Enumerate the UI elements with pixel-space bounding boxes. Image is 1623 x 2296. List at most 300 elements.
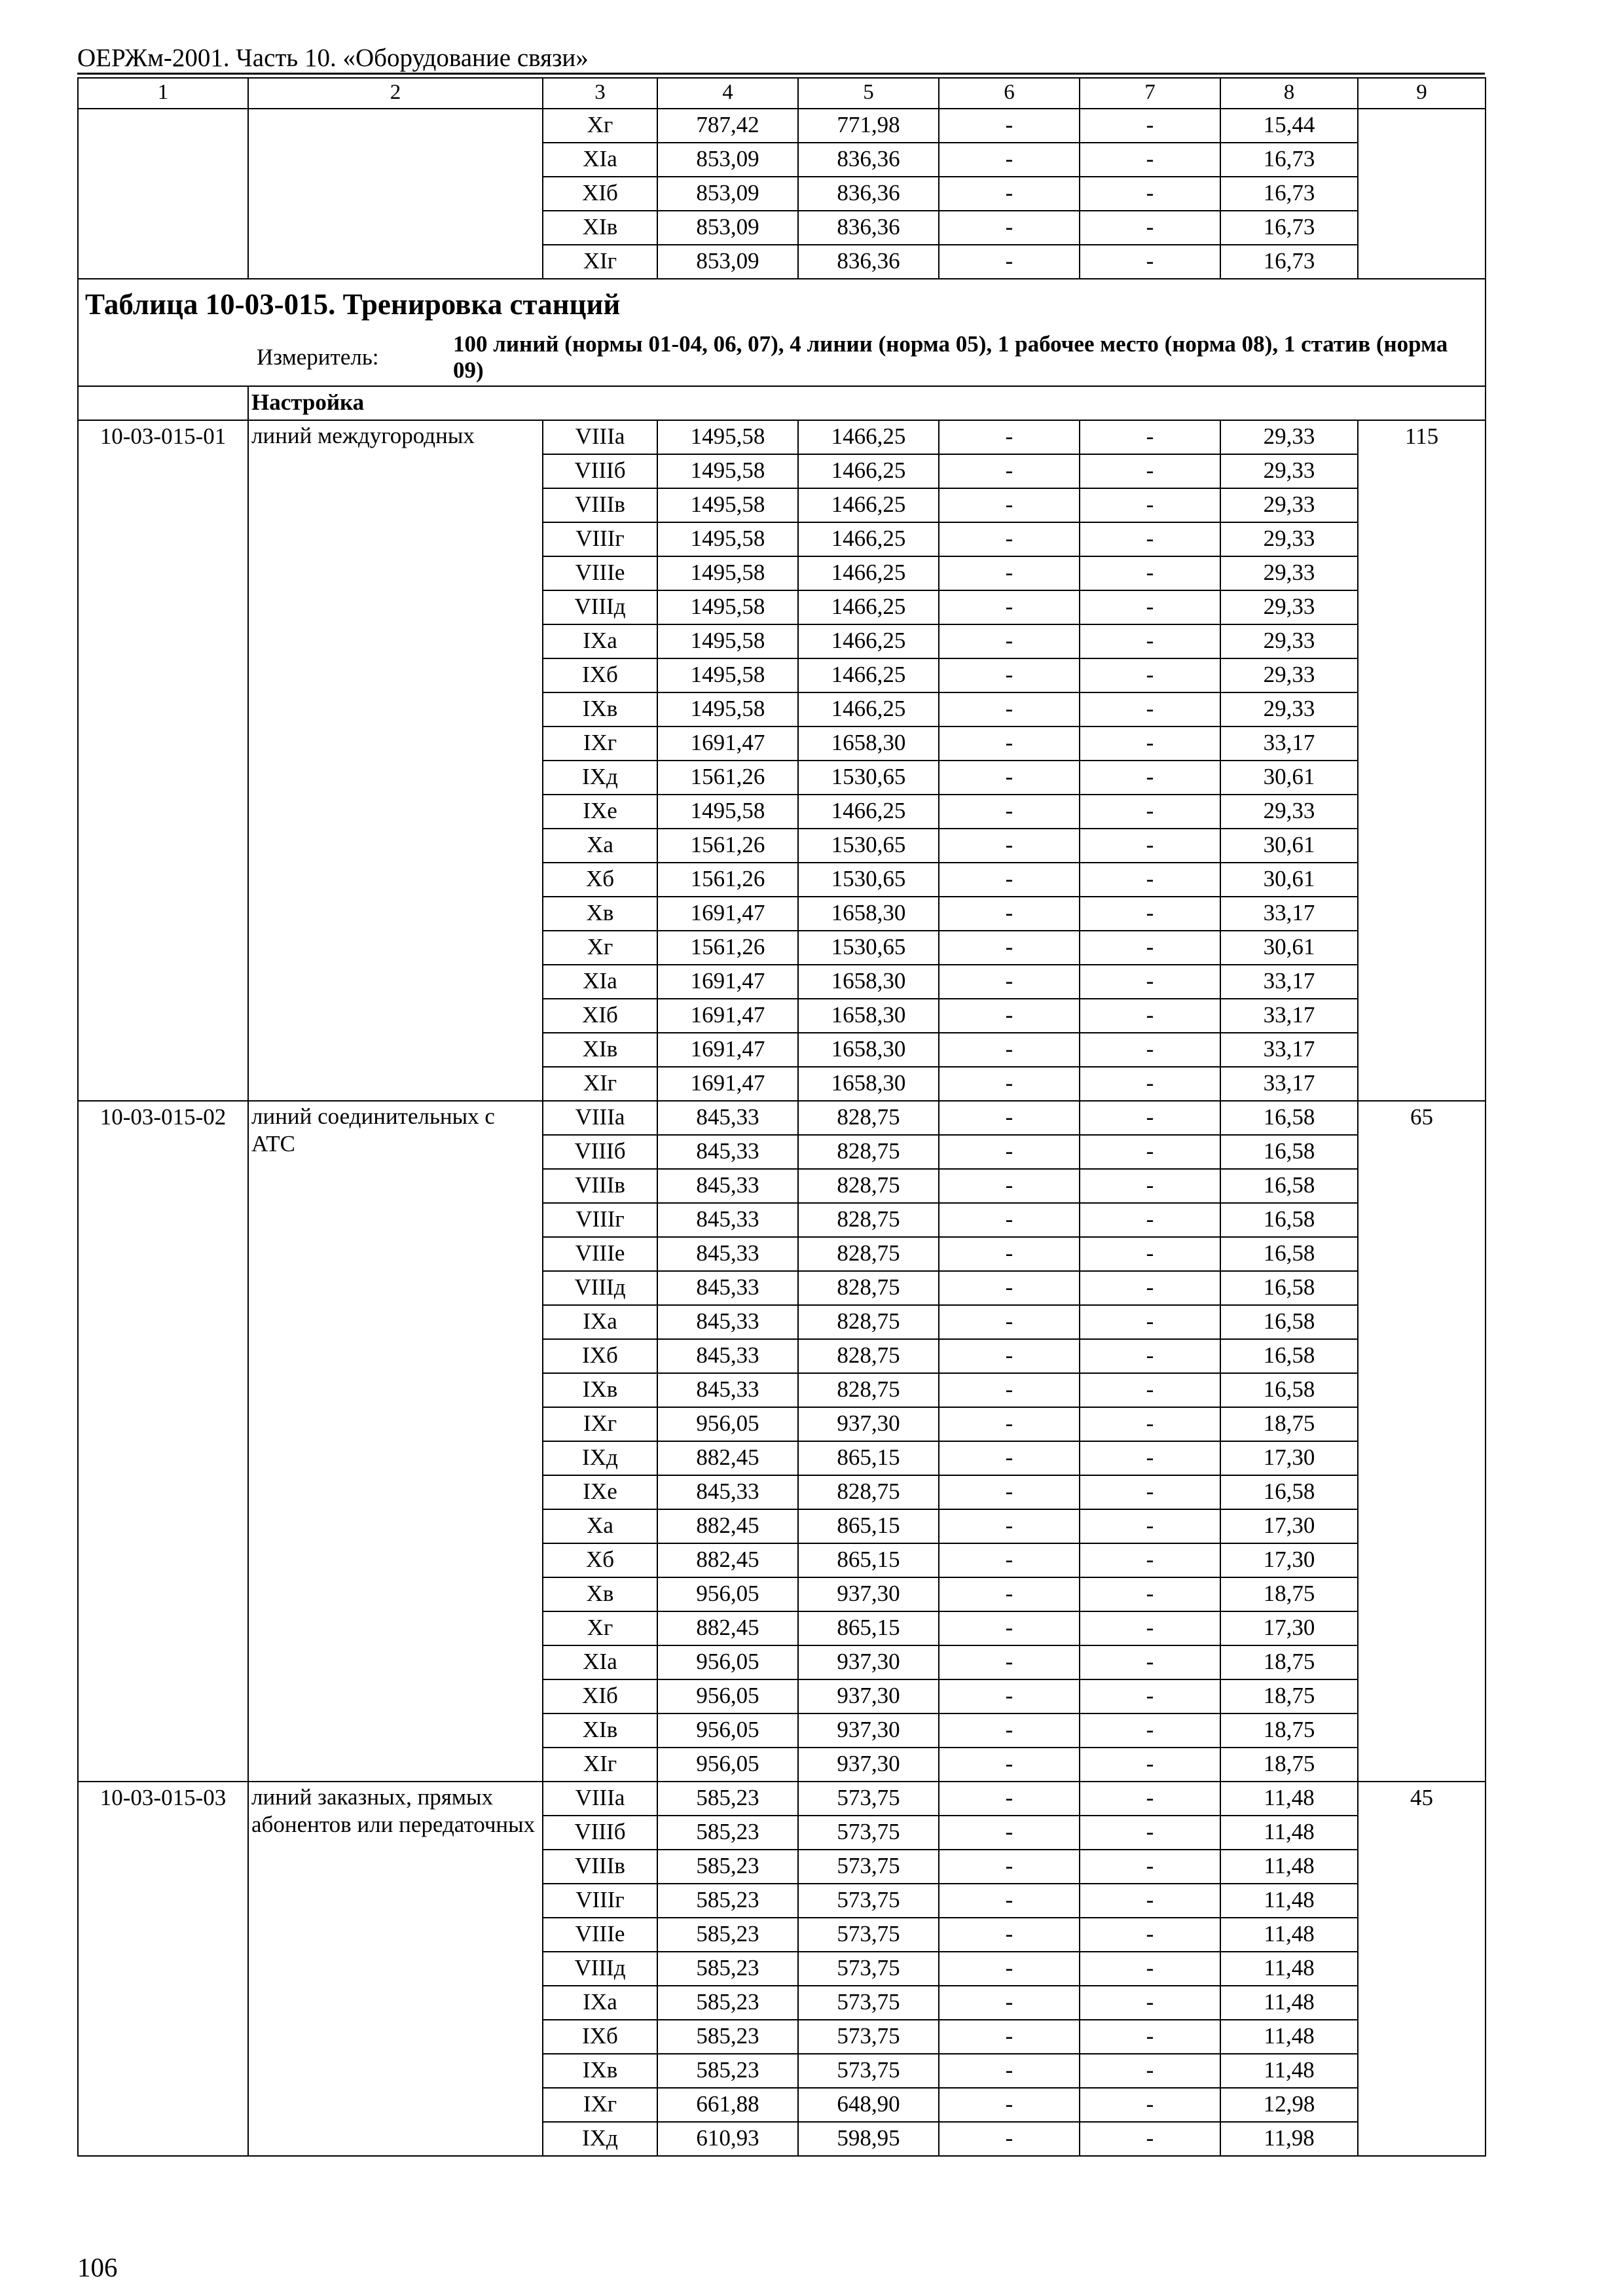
value-cell: 956,05 (657, 1577, 798, 1611)
norm-description: линий заказных, прямых абонентов или передаточных (248, 1782, 543, 2156)
value-cell: 1530,65 (798, 863, 939, 897)
value-cell: - (939, 658, 1080, 692)
value-cell: 1561,26 (657, 829, 798, 863)
value-cell: IXа (543, 1305, 657, 1339)
column-number: 1 (78, 78, 248, 109)
column-number: 5 (798, 78, 939, 109)
value-cell: IXг (543, 2088, 657, 2122)
value-cell: IXв (543, 1373, 657, 1407)
value-cell: - (939, 1850, 1080, 1884)
value-cell: 17,30 (1220, 1441, 1358, 1475)
value-cell: - (939, 1645, 1080, 1679)
value-cell: 573,75 (798, 1850, 939, 1884)
value-cell: - (1080, 1952, 1220, 1986)
value-cell: 16,73 (1220, 143, 1358, 177)
value-cell: - (939, 692, 1080, 726)
value-cell: 845,33 (657, 1305, 798, 1339)
value-cell: 937,30 (798, 1748, 939, 1782)
value-cell: - (1080, 1373, 1220, 1407)
code-cell (78, 109, 248, 279)
column-number: 3 (543, 78, 657, 109)
value-cell: - (939, 245, 1080, 279)
value-cell: 1495,58 (657, 624, 798, 658)
value-cell: 1495,58 (657, 454, 798, 488)
value-cell: VIIIе (543, 1237, 657, 1271)
value-cell: 30,61 (1220, 761, 1358, 795)
value-cell: Xв (543, 897, 657, 931)
value-cell: 1658,30 (798, 897, 939, 931)
value-cell: 1466,25 (798, 692, 939, 726)
value-cell: 937,30 (798, 1407, 939, 1441)
value-cell: 1658,30 (798, 726, 939, 761)
value-cell: 11,48 (1220, 2020, 1358, 2054)
value-cell: - (1080, 109, 1220, 143)
norm-code: 10-03-015-02 (78, 1101, 248, 1782)
value-cell: 16,58 (1220, 1135, 1358, 1169)
value-cell: 1495,58 (657, 488, 798, 522)
value-cell: VIIIг (543, 1884, 657, 1918)
table-row (78, 1101, 1486, 1135)
value-cell: - (1080, 1850, 1220, 1884)
value-cell: - (939, 1339, 1080, 1373)
table-row (78, 420, 1486, 454)
value-cell: IXе (543, 795, 657, 829)
value-cell: 845,33 (657, 1373, 798, 1407)
value-cell: - (939, 1101, 1080, 1135)
value-cell: 1466,25 (798, 624, 939, 658)
value-cell: - (939, 556, 1080, 590)
page-header: ОЕРЖм-2001. Часть 10. «Оборудование связи» (77, 43, 1485, 75)
value-cell: 771,98 (798, 109, 939, 143)
value-cell: XIб (543, 999, 657, 1033)
value-cell: - (1080, 1679, 1220, 1713)
value-cell: VIIIа (543, 1782, 657, 1816)
value-cell: IXв (543, 2054, 657, 2088)
value-cell: 598,95 (798, 2122, 939, 2156)
value-cell: - (1080, 2088, 1220, 2122)
value-cell: 16,58 (1220, 1169, 1358, 1203)
value-cell: - (939, 897, 1080, 931)
value-cell: 16,73 (1220, 211, 1358, 245)
value-cell: - (939, 1033, 1080, 1067)
value-cell: Xа (543, 829, 657, 863)
value-cell: - (1080, 1713, 1220, 1748)
value-cell: - (939, 1373, 1080, 1407)
value-cell: - (1080, 2020, 1220, 2054)
value-cell: VIIIв (543, 1850, 657, 1884)
value-cell: 33,17 (1220, 897, 1358, 931)
value-cell: - (1080, 1884, 1220, 1918)
value-cell: - (1080, 1918, 1220, 1952)
value-cell: 853,09 (657, 211, 798, 245)
value-cell: 1466,25 (798, 454, 939, 488)
value-cell: VIIIв (543, 488, 657, 522)
value-cell: 573,75 (798, 2054, 939, 2088)
value-cell: - (1080, 1203, 1220, 1237)
value-cell: - (1080, 1441, 1220, 1475)
value-cell: 1466,25 (798, 556, 939, 590)
value-cell: - (939, 522, 1080, 556)
value-cell: 12,98 (1220, 2088, 1358, 2122)
value-cell: IXа (543, 1986, 657, 2020)
value-cell: - (1080, 829, 1220, 863)
value-cell: - (939, 420, 1080, 454)
value-cell: 1691,47 (657, 965, 798, 999)
value-cell: 30,61 (1220, 863, 1358, 897)
value-cell: 573,75 (798, 1952, 939, 1986)
value-cell: - (939, 2054, 1080, 2088)
value-cell: 33,17 (1220, 1033, 1358, 1067)
value-cell: Xг (543, 1611, 657, 1645)
value-cell: Xб (543, 1543, 657, 1577)
value-cell: 828,75 (798, 1271, 939, 1305)
value-cell: 29,33 (1220, 795, 1358, 829)
value-cell: - (939, 863, 1080, 897)
value-cell: 845,33 (657, 1237, 798, 1271)
value-cell: 865,15 (798, 1611, 939, 1645)
value-cell: 585,23 (657, 1986, 798, 2020)
value-cell: Xб (543, 863, 657, 897)
value-cell: - (1080, 863, 1220, 897)
value-cell: - (939, 143, 1080, 177)
value-cell: 882,45 (657, 1543, 798, 1577)
value-cell: XIг (543, 1067, 657, 1101)
value-cell: - (939, 1067, 1080, 1101)
value-cell: 16,58 (1220, 1237, 1358, 1271)
value-cell: VIIIд (543, 1271, 657, 1305)
workers-cell: 65 (1358, 1101, 1486, 1782)
value-cell: 18,75 (1220, 1713, 1358, 1748)
value-cell: 16,58 (1220, 1101, 1358, 1135)
value-cell: 1691,47 (657, 897, 798, 931)
value-cell: 11,48 (1220, 2054, 1358, 2088)
value-cell: 573,75 (798, 1884, 939, 1918)
value-cell: 1466,25 (798, 590, 939, 624)
value-cell: 16,73 (1220, 177, 1358, 211)
value-cell: 937,30 (798, 1713, 939, 1748)
column-number: 2 (248, 78, 543, 109)
value-cell: 29,33 (1220, 488, 1358, 522)
value-cell: - (1080, 1543, 1220, 1577)
norm-code: 10-03-015-03 (78, 1782, 248, 2156)
value-cell: XIв (543, 211, 657, 245)
value-cell: 585,23 (657, 1850, 798, 1884)
value-cell: - (1080, 1645, 1220, 1679)
value-cell: 1466,25 (798, 795, 939, 829)
value-cell: - (1080, 1407, 1220, 1441)
value-cell: Xа (543, 1509, 657, 1543)
value-cell: - (939, 965, 1080, 999)
table-title: Таблица 10-03-015. Тренировка станций (78, 279, 1486, 329)
value-cell: 33,17 (1220, 999, 1358, 1033)
value-cell: - (1080, 454, 1220, 488)
value-cell: VIIIд (543, 590, 657, 624)
value-cell: 853,09 (657, 143, 798, 177)
value-cell: 573,75 (798, 1816, 939, 1850)
value-cell: 29,33 (1220, 556, 1358, 590)
value-cell: 11,48 (1220, 1884, 1358, 1918)
value-cell: 828,75 (798, 1373, 939, 1407)
value-cell: 836,36 (798, 245, 939, 279)
value-cell: 937,30 (798, 1645, 939, 1679)
value-cell: - (939, 2020, 1080, 2054)
value-cell: IXг (543, 1407, 657, 1441)
value-cell: 18,75 (1220, 1407, 1358, 1441)
value-cell: - (939, 1611, 1080, 1645)
value-cell: 787,42 (657, 109, 798, 143)
value-cell: XIб (543, 177, 657, 211)
description-cell (248, 109, 543, 279)
value-cell: 1658,30 (798, 965, 939, 999)
value-cell: 882,45 (657, 1441, 798, 1475)
value-cell: 17,30 (1220, 1509, 1358, 1543)
table-row (78, 109, 1486, 143)
value-cell: - (939, 999, 1080, 1033)
value-cell: - (1080, 590, 1220, 624)
value-cell: - (1080, 1475, 1220, 1509)
value-cell: 1530,65 (798, 829, 939, 863)
value-cell: XIв (543, 1033, 657, 1067)
value-cell: 836,36 (798, 177, 939, 211)
value-cell: 937,30 (798, 1679, 939, 1713)
value-cell: 1561,26 (657, 931, 798, 965)
column-number: 7 (1080, 78, 1220, 109)
value-cell: - (1080, 1101, 1220, 1135)
value-cell: 956,05 (657, 1748, 798, 1782)
value-cell: 1495,58 (657, 420, 798, 454)
value-cell: - (939, 1237, 1080, 1271)
column-number: 9 (1358, 78, 1486, 109)
value-cell: 29,33 (1220, 590, 1358, 624)
value-cell: - (939, 829, 1080, 863)
value-cell: 828,75 (798, 1169, 939, 1203)
value-cell: 585,23 (657, 2020, 798, 2054)
value-cell: - (1080, 245, 1220, 279)
value-cell: - (939, 2088, 1080, 2122)
value-cell: 573,75 (798, 1782, 939, 1816)
value-cell: 828,75 (798, 1339, 939, 1373)
value-cell: - (939, 1543, 1080, 1577)
value-cell: - (939, 1169, 1080, 1203)
value-cell: 30,61 (1220, 829, 1358, 863)
value-cell: 828,75 (798, 1305, 939, 1339)
value-cell: 585,23 (657, 2054, 798, 2088)
value-cell: VIIIг (543, 522, 657, 556)
value-cell: - (939, 1918, 1080, 1952)
value-cell: 11,48 (1220, 1850, 1358, 1884)
value-cell: - (1080, 1986, 1220, 2020)
value-cell: - (1080, 211, 1220, 245)
value-cell: - (1080, 1339, 1220, 1373)
value-cell: - (1080, 1237, 1220, 1271)
value-cell: - (1080, 1611, 1220, 1645)
value-cell: 18,75 (1220, 1645, 1358, 1679)
value-cell: 16,58 (1220, 1305, 1358, 1339)
value-cell: IXб (543, 2020, 657, 2054)
value-cell: 1495,58 (657, 522, 798, 556)
measure-row (78, 329, 1486, 386)
value-cell: 1691,47 (657, 999, 798, 1033)
value-cell: - (939, 1816, 1080, 1850)
value-cell: XIг (543, 1748, 657, 1782)
value-cell: - (1080, 1135, 1220, 1169)
value-cell: 16,58 (1220, 1339, 1358, 1373)
value-cell: 11,48 (1220, 1986, 1358, 2020)
value-cell: 882,45 (657, 1509, 798, 1543)
value-cell: 1530,65 (798, 931, 939, 965)
table-title-row (78, 279, 1486, 329)
value-cell: 15,44 (1220, 109, 1358, 143)
value-cell: - (939, 1135, 1080, 1169)
value-cell: - (1080, 556, 1220, 590)
value-cell: - (1080, 2122, 1220, 2156)
value-cell: 11,48 (1220, 1952, 1358, 1986)
value-cell: 845,33 (657, 1271, 798, 1305)
value-cell: 1561,26 (657, 863, 798, 897)
value-cell: VIIIб (543, 1135, 657, 1169)
value-cell: 29,33 (1220, 420, 1358, 454)
value-cell: IXб (543, 1339, 657, 1373)
value-cell: - (1080, 1067, 1220, 1101)
value-cell: - (1080, 965, 1220, 999)
value-cell: 845,33 (657, 1339, 798, 1373)
value-cell: 16,58 (1220, 1203, 1358, 1237)
value-cell: - (939, 177, 1080, 211)
value-cell: 836,36 (798, 143, 939, 177)
column-number-row (78, 78, 1486, 109)
value-cell: - (939, 1305, 1080, 1339)
value-cell: VIIIб (543, 454, 657, 488)
value-cell: - (1080, 1305, 1220, 1339)
value-cell: XIа (543, 1645, 657, 1679)
value-cell: 16,73 (1220, 245, 1358, 279)
value-cell: VIIIд (543, 1952, 657, 1986)
value-cell: - (939, 1441, 1080, 1475)
value-cell: 648,90 (798, 2088, 939, 2122)
value-cell: - (1080, 177, 1220, 211)
table-body (78, 78, 1486, 2156)
value-cell: - (1080, 931, 1220, 965)
value-cell: 33,17 (1220, 726, 1358, 761)
value-cell: 937,30 (798, 1577, 939, 1611)
value-cell: - (939, 931, 1080, 965)
workers-cell: 45 (1358, 1782, 1486, 2156)
value-cell: - (939, 1782, 1080, 1816)
column-number: 8 (1220, 78, 1358, 109)
value-cell: - (939, 488, 1080, 522)
value-cell: - (939, 624, 1080, 658)
norm-description: линий соединительных с АТС (248, 1101, 543, 1782)
value-cell: - (1080, 761, 1220, 795)
value-cell: - (1080, 624, 1220, 658)
value-cell: - (939, 726, 1080, 761)
value-cell: 828,75 (798, 1203, 939, 1237)
value-cell: 1466,25 (798, 488, 939, 522)
value-cell: 1658,30 (798, 1033, 939, 1067)
value-cell: - (939, 1577, 1080, 1611)
value-cell: IXг (543, 726, 657, 761)
workers-cell: 115 (1358, 420, 1486, 1101)
value-cell: 33,17 (1220, 1067, 1358, 1101)
value-cell: - (939, 454, 1080, 488)
value-cell: IXв (543, 692, 657, 726)
value-cell: 1466,25 (798, 522, 939, 556)
value-cell: 956,05 (657, 1679, 798, 1713)
value-cell: 956,05 (657, 1645, 798, 1679)
value-cell: 828,75 (798, 1237, 939, 1271)
value-cell: 585,23 (657, 1952, 798, 1986)
value-cell: 853,09 (657, 177, 798, 211)
value-cell: 1495,58 (657, 795, 798, 829)
value-cell: 1495,58 (657, 590, 798, 624)
value-cell: 16,58 (1220, 1373, 1358, 1407)
value-cell: 585,23 (657, 1918, 798, 1952)
value-cell: 845,33 (657, 1203, 798, 1237)
value-cell: 1530,65 (798, 761, 939, 795)
column-number: 6 (939, 78, 1080, 109)
value-cell: - (1080, 488, 1220, 522)
value-cell: 1691,47 (657, 1033, 798, 1067)
value-cell: 573,75 (798, 2020, 939, 2054)
value-cell: IXд (543, 2122, 657, 2156)
value-cell: 11,48 (1220, 1782, 1358, 1816)
value-cell: - (939, 590, 1080, 624)
value-cell: 1691,47 (657, 726, 798, 761)
value-cell: 661,88 (657, 2088, 798, 2122)
value-cell: VIIIб (543, 1816, 657, 1850)
page-number: 106 (77, 2252, 118, 2282)
workers-cell (1358, 109, 1486, 279)
value-cell: - (939, 1271, 1080, 1305)
value-cell: 1466,25 (798, 420, 939, 454)
value-cell: 828,75 (798, 1101, 939, 1135)
value-cell: 18,75 (1220, 1748, 1358, 1782)
value-cell: 29,33 (1220, 522, 1358, 556)
value-cell: 11,98 (1220, 2122, 1358, 2156)
rates-table (77, 77, 1486, 2157)
value-cell: 11,48 (1220, 1918, 1358, 1952)
value-cell: VIIIе (543, 1918, 657, 1952)
value-cell: - (1080, 1782, 1220, 1816)
value-cell: - (939, 1475, 1080, 1509)
value-cell: XIа (543, 965, 657, 999)
value-cell: 1691,47 (657, 1067, 798, 1101)
value-cell: VIIIа (543, 1101, 657, 1135)
measure-wrap (81, 329, 1482, 386)
value-cell: 1495,58 (657, 692, 798, 726)
value-cell: 882,45 (657, 1611, 798, 1645)
value-cell: 1658,30 (798, 999, 939, 1033)
value-cell: VIIIв (543, 1169, 657, 1203)
value-cell: 29,33 (1220, 658, 1358, 692)
value-cell: 1495,58 (657, 556, 798, 590)
value-cell: - (939, 1713, 1080, 1748)
value-cell: 845,33 (657, 1135, 798, 1169)
value-cell: - (1080, 1033, 1220, 1067)
value-cell: 573,75 (798, 1986, 939, 2020)
value-cell: - (939, 211, 1080, 245)
value-cell: VIIIе (543, 556, 657, 590)
value-cell: 845,33 (657, 1475, 798, 1509)
value-cell: - (1080, 1509, 1220, 1543)
value-cell: 29,33 (1220, 692, 1358, 726)
value-cell: 16,58 (1220, 1271, 1358, 1305)
value-cell: 30,61 (1220, 931, 1358, 965)
value-cell: - (1080, 420, 1220, 454)
value-cell: 585,23 (657, 1816, 798, 1850)
value-cell: 865,15 (798, 1509, 939, 1543)
value-cell: Xг (543, 931, 657, 965)
